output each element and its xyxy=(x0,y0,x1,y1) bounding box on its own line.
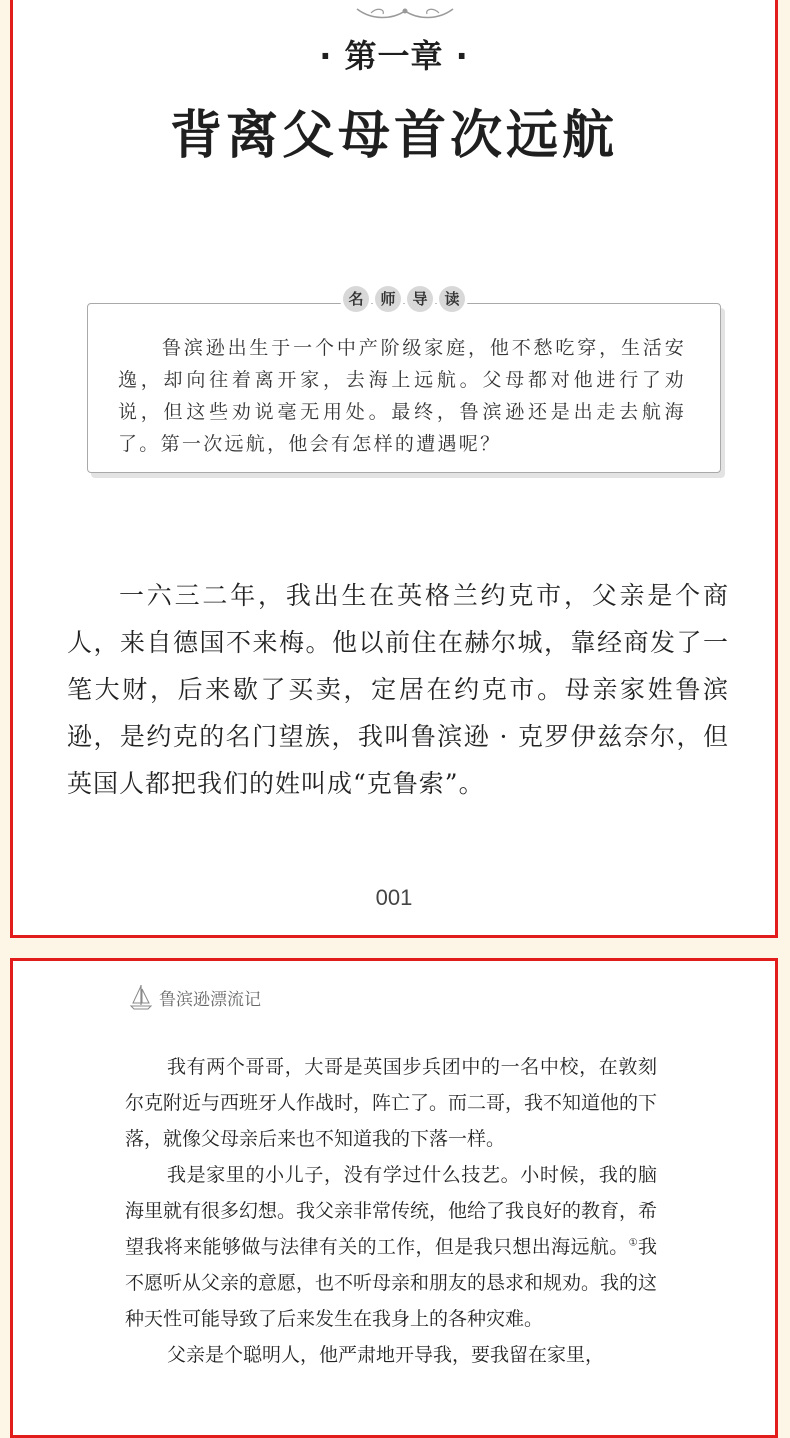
book-title: 鲁滨逊漂流记 xyxy=(159,989,261,1010)
body-paragraph xyxy=(125,1157,657,1337)
guide-title-char: 导 xyxy=(407,286,433,312)
sailboat-icon xyxy=(129,983,153,1011)
running-head xyxy=(129,983,261,1011)
book-page-002 xyxy=(10,958,778,1438)
book-page-001 xyxy=(10,0,778,938)
teacher-guide-box xyxy=(87,290,721,473)
guide-title-char: 名 xyxy=(343,286,369,312)
guide-title-char: 师 xyxy=(375,286,401,312)
guide-title-char: 读 xyxy=(439,286,465,312)
teacher-guide-title xyxy=(88,286,720,312)
chapter-body xyxy=(125,1049,657,1373)
body-paragraph: 我有两个哥哥，大哥是英国步兵团中的一名中校，在敦刻尔克附近与西班牙人作战时，阵亡了。而二哥，我不知道他的下落，就像父母亲后来也不知道我的下落一样。 xyxy=(125,1056,658,1150)
footnote-marker[interactable]: ① xyxy=(628,1237,638,1249)
chapter-title: 背离父母首次远航 xyxy=(169,106,618,166)
paragraph-text: 我不愿听从父亲的意愿，也不听母亲和朋友的恳求和规劝。我的这种天性可能导致了后来发生在我身上的各种灾难。 xyxy=(125,1236,658,1330)
page-number: 001 xyxy=(375,885,413,910)
body-paragraph: 父亲是个聪明人，他严肃地开导我，要我留在家里， xyxy=(167,1344,605,1366)
teacher-guide-text: 鲁滨逊出生于一个中产阶级家庭，他不愁吃穿，生活安逸，却向往着离开家，去海上远航。父母都对他进行了劝说，但这些劝说毫无用处。最终，鲁滨逊还是出走去航海了。第一次远航，他会有怎样的遭遇呢？ xyxy=(118,337,686,455)
chapter-body-paragraph: 一六三二年，我出生在英格兰约克市，父亲是个商人，来自德国不来梅。他以前住在赫尔城，靠经商发了一笔大财，后来歇了买卖，定居在约克市。母亲家姓鲁滨逊，是约克的名门望族，我叫鲁滨逊 · 克罗伊兹奈尔，但英国人都把我们的姓叫成“克鲁索”。 xyxy=(67,581,729,798)
ornament-flourish-icon xyxy=(353,1,457,21)
chapter-label: · 第一章 · xyxy=(319,37,469,75)
paragraph-text: 我是家里的小儿子，没有学过什么技艺。小时候，我的脑海里就有很多幻想。我父亲非常传统，他给了我良好的教育，希望我将来能够做与法律有关的工作，但是我只想出海远航。 xyxy=(125,1164,658,1258)
